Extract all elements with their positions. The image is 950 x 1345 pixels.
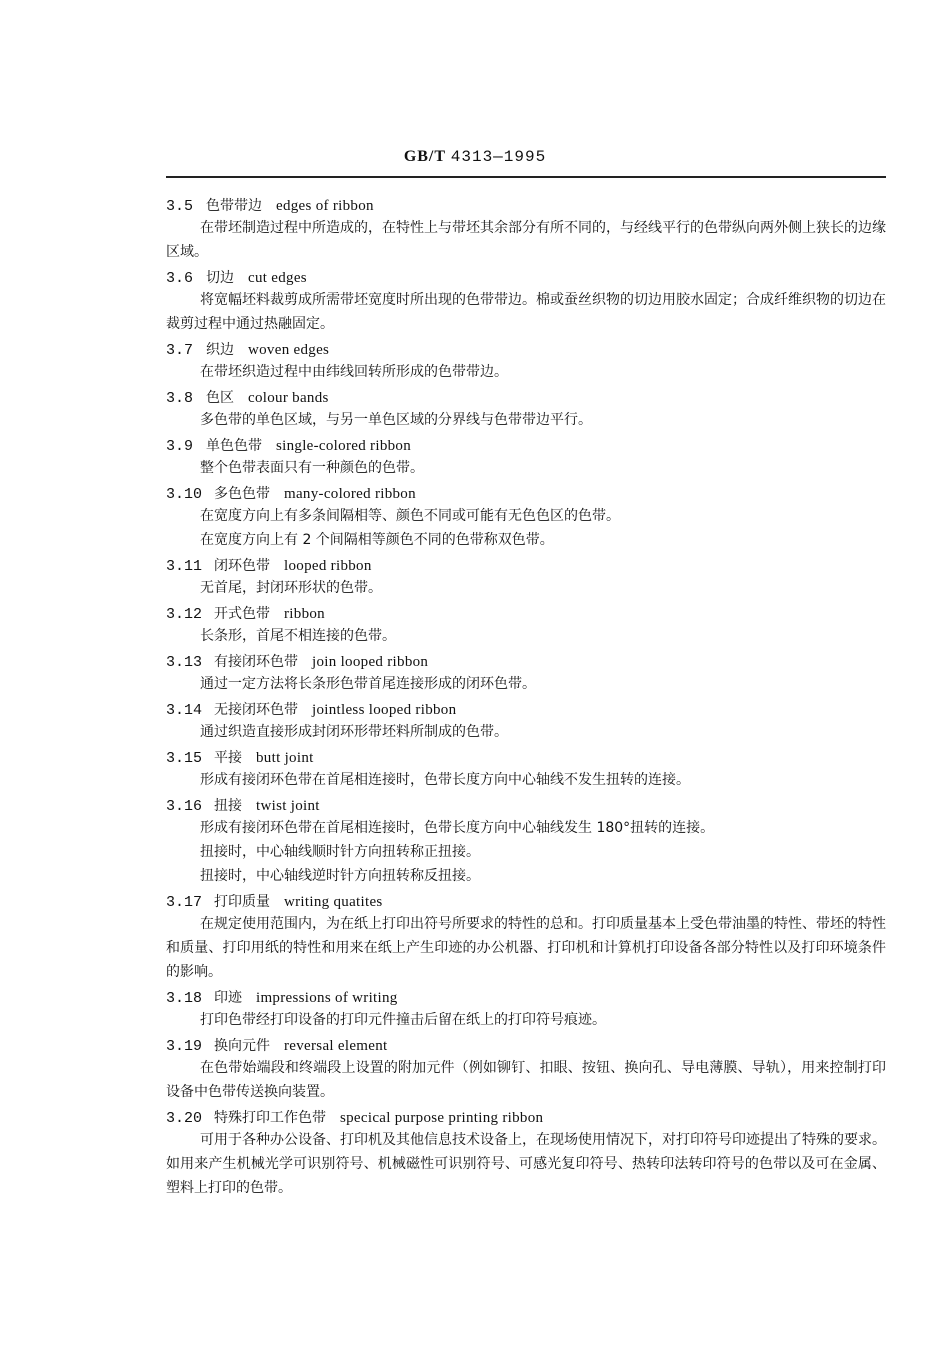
term-chinese: 切边 [206,270,234,286]
term-number: 3.14 [166,702,203,719]
term-definition: 在宽度方向上有多条间隔相等、颜色不同或可能有无色色区的色带。 [200,508,620,524]
term-english: colour bands [248,390,329,406]
term-entry [0,196,950,264]
term-chinese: 扭接 [214,798,242,814]
term-definition: 形成有接闭环色带在首尾相连接时，色带长度方向中心轴线发生 180°扭转的连接。 [200,820,715,836]
term-chinese: 开式色带 [214,606,270,622]
term-english: woven edges [248,342,330,358]
term-definition: 可用于各种办公设备、打印机及其他信息技术设备上，在现场使用情况下，对打印符号印迹提出了特殊的要求。如用来产生机械光学可识别符号、机械磁性可识别符号、可感光复印符号、热转印法转印符号的色带以及可在金属、塑料上打印的色带。 [166,1132,886,1196]
term-english: many-colored ribbon [284,486,416,502]
term-definition: 长条形，首尾不相连接的色带。 [200,628,396,644]
page-header [0,148,950,166]
term-number: 3.10 [166,486,203,503]
term-english: join looped ribbon [312,654,429,670]
term-english: looped ribbon [284,558,372,574]
term-definition: 在带坯织造过程中由纬线回转所形成的色带带边。 [200,364,508,380]
term-chinese: 换向元件 [214,1038,270,1054]
term-chinese: 单色色带 [206,438,262,454]
term-heading [166,436,950,456]
term-definition: 通过一定方法将长条形色带首尾连接形成的闭环色带。 [200,676,536,692]
term-number: 3.12 [166,606,203,623]
term-entry [0,1108,950,1200]
term-chinese: 特殊打印工作色带 [214,1110,326,1126]
term-number: 3.20 [166,1110,203,1127]
term-heading [166,484,950,504]
term-definition: 多色带的单色区域，与另一单色区域的分界线与色带带边平行。 [200,412,592,428]
term-heading [166,892,950,912]
header-rule [166,176,886,178]
term-number: 3.18 [166,990,203,1007]
term-definitions [0,192,950,1200]
term-english: edges of ribbon [276,198,374,214]
term-entry [0,1036,950,1104]
term-definition: 在带坯制造过程中所造成的，在特性上与带坯其余部分有所不同的，与经线平行的色带纵向两外侧上狭长的边缘区域。 [166,220,886,260]
term-entry [0,748,950,792]
term-number: 3.11 [166,558,203,575]
term-number: 3.19 [166,1038,203,1055]
term-english: writing quatites [284,894,383,910]
term-number: 3.15 [166,750,203,767]
term-definition: 扭接时，中心轴线逆时针方向扭转称反扭接。 [200,868,480,884]
term-english: impressions of writing [256,990,398,1006]
term-heading [166,988,950,1008]
term-english: twist joint [256,798,320,814]
term-chinese: 多色色带 [214,486,270,502]
term-chinese: 平接 [214,750,242,766]
term-number: 3.5 [166,198,194,215]
term-heading [166,340,950,360]
term-heading [166,1108,950,1128]
term-heading [166,556,950,576]
term-entry [0,988,950,1032]
term-chinese: 闭环色带 [214,558,270,574]
term-chinese: 色带带边 [206,198,262,214]
term-heading [166,1036,950,1056]
term-heading [166,796,950,816]
term-definition: 无首尾，封闭环形状的色带。 [200,580,382,596]
term-definition: 通过织造直接形成封闭环形带坯料所制成的色带。 [200,724,508,740]
term-number: 3.17 [166,894,203,911]
term-definition: 形成有接闭环色带在首尾相连接时，色带长度方向中心轴线不发生扭转的连接。 [200,772,690,788]
term-chinese: 织边 [206,342,234,358]
term-entry [0,556,950,600]
term-chinese: 色区 [206,390,234,406]
term-chinese: 印迹 [214,990,242,1006]
term-english: jointless looped ribbon [312,702,457,718]
term-definition: 扭接时，中心轴线顺时针方向扭转称正扭接。 [200,844,480,860]
term-english: specical purpose printing ribbon [340,1110,544,1126]
term-entry [0,892,950,984]
term-english: reversal element [284,1038,388,1054]
term-heading [166,388,950,408]
term-heading [166,196,950,216]
standard-prefix: GB/T [403,148,446,165]
term-entry [0,796,950,888]
term-definition: 整个色带表面只有一种颜色的色带。 [200,460,424,476]
term-definition: 在色带始端段和终端段上设置的附加元件（例如铆钉、扣眼、按钮、换向孔、导电薄膜、导轨），用来控制打印设备中色带传送换向装置。 [166,1060,886,1100]
term-english: cut edges [248,270,307,286]
term-entry [0,436,950,480]
term-entry [0,268,950,336]
term-heading [166,700,950,720]
term-english: butt joint [256,750,314,766]
term-heading [166,604,950,624]
term-heading [166,268,950,288]
term-entry [0,340,950,384]
term-entry [0,604,950,648]
term-definition: 在宽度方向上有 2 个间隔相等颜色不同的色带称双色带。 [200,532,554,548]
term-definition: 将宽幅坯料裁剪成所需带坯宽度时所出现的色带带边。棉或蚕丝织物的切边用胶水固定；合成纤维织物的切边在裁剪过程中通过热融固定。 [166,292,886,332]
term-number: 3.9 [166,438,194,455]
term-number: 3.6 [166,270,194,287]
term-entry [0,652,950,696]
term-number: 3.7 [166,342,194,359]
term-entry [0,700,950,744]
term-heading [166,748,950,768]
term-definition: 打印色带经打印设备的打印元件撞击后留在纸上的打印符号痕迹。 [200,1012,606,1028]
term-number: 3.8 [166,390,194,407]
term-chinese: 打印质量 [214,894,270,910]
term-english: ribbon [284,606,325,622]
term-heading [166,652,950,672]
standard-number: 4313—1995 [450,148,547,166]
term-chinese: 有接闭环色带 [214,654,298,670]
term-english: single-colored ribbon [276,438,412,454]
term-chinese: 无接闭环色带 [214,702,298,718]
term-entry [0,484,950,552]
term-definition: 在规定使用范围内，为在纸上打印出符号所要求的特性的总和。打印质量基本上受色带油墨的特性、带坯的特性和质量、打印用纸的特性和用来在纸上产生印迹的办公机器、打印机和计算机打印设备各部分特性以及打印环境条件的影响。 [166,916,886,980]
term-entry [0,388,950,432]
term-number: 3.16 [166,798,203,815]
term-number: 3.13 [166,654,203,671]
